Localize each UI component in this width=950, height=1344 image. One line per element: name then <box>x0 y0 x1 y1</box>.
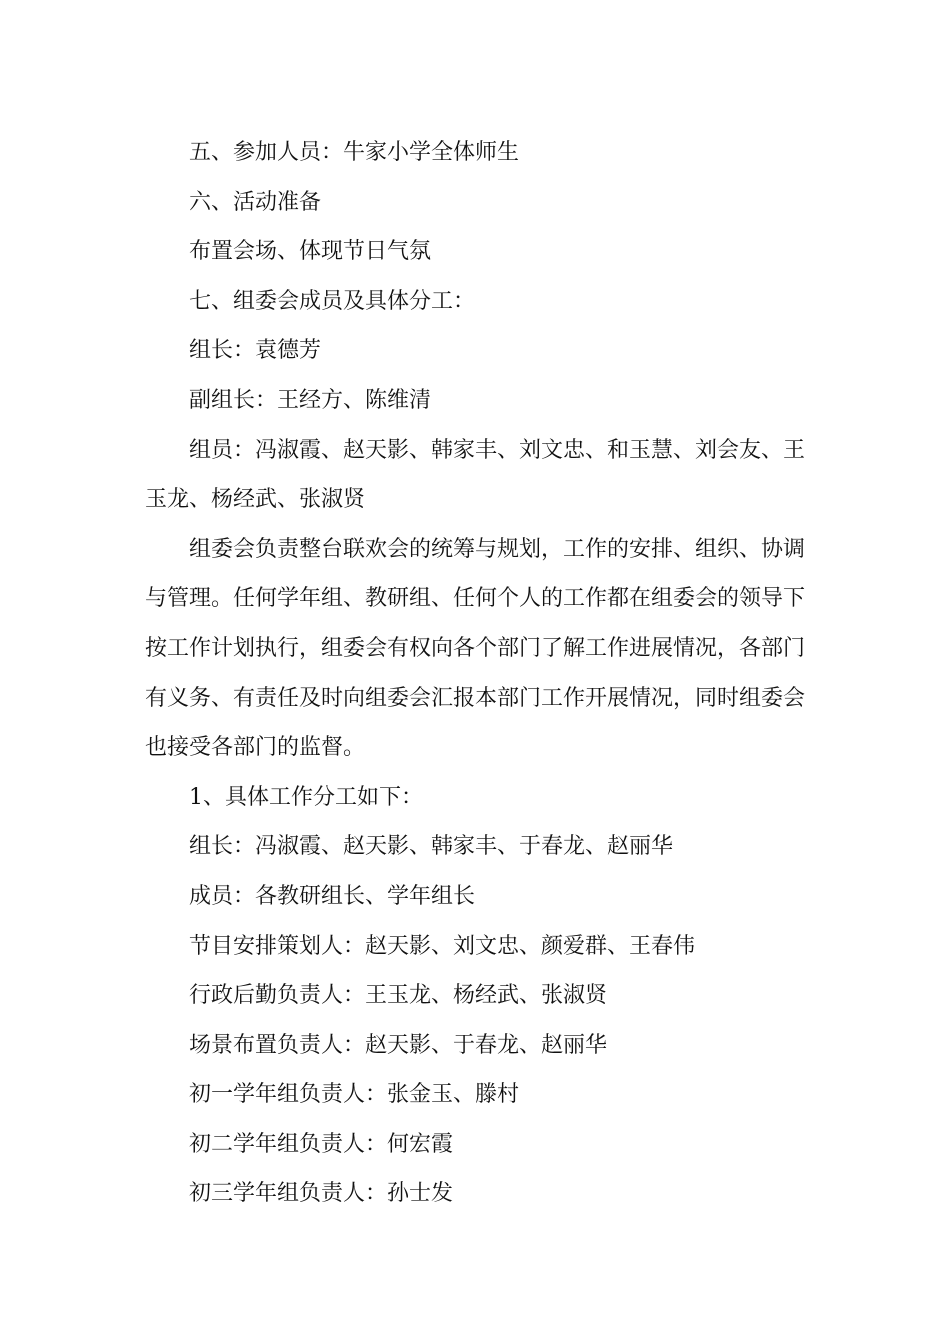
paragraph-grade-two: 初二学年组负责人：何宏霞 <box>189 1131 454 1157</box>
paragraph-division-leader: 组长：冯淑霞、赵天影、韩家丰、于春龙、赵丽华 <box>189 834 674 860</box>
paragraph-division-heading: 1、具体工作分工如下： <box>189 784 423 810</box>
paragraph-logistics: 行政后勤负责人：王玉龙、杨经武、张淑贤 <box>189 983 608 1009</box>
paragraph-venue-setup: 场景布置负责人：赵天影、于春龙、赵丽华 <box>189 1032 608 1058</box>
paragraph-division-members: 成员：各教研组长、学年组长 <box>189 883 476 909</box>
paragraph-deputy-leader: 副组长：王经方、陈维清 <box>189 387 432 413</box>
paragraph-members: 组员：冯淑霞、赵天影、韩家丰、刘文忠、和玉慧、刘会友、王玉龙、杨经武、张淑贤 <box>145 437 806 513</box>
paragraph-program-planner: 节目安排策划人：赵天影、刘文忠、颜爱群、王春伟 <box>189 933 696 959</box>
paragraph-participants: 五、参加人员：牛家小学全体师生 <box>189 140 520 165</box>
document-body <box>145 128 815 1219</box>
paragraph-committee-duties: 组委会负责整台联欢会的统筹与规划，工作的安排、组织、协调与管理。任何学年组、教研组、任何个人的工作都在组委会的领导下按工作计划执行，组委会有权向各个部门了解工作进展情况，各部门有义务、有责任及时向组委会汇报本部门工作开展情况，同时组委会也接受各部门的监督。 <box>145 536 806 761</box>
paragraph-leader: 组长：袁德芳 <box>189 338 322 364</box>
paragraph-preparation-heading: 六、活动准备 <box>189 189 322 215</box>
paragraph-preparation-detail: 布置会场、体现节日气氛 <box>189 239 432 265</box>
paragraph-grade-one: 初一学年组负责人：张金玉、滕村 <box>189 1082 520 1108</box>
paragraph-committee-heading: 七、组委会成员及具体分工： <box>189 288 476 314</box>
paragraph-grade-three: 初三学年组负责人：孙士发 <box>189 1181 454 1207</box>
